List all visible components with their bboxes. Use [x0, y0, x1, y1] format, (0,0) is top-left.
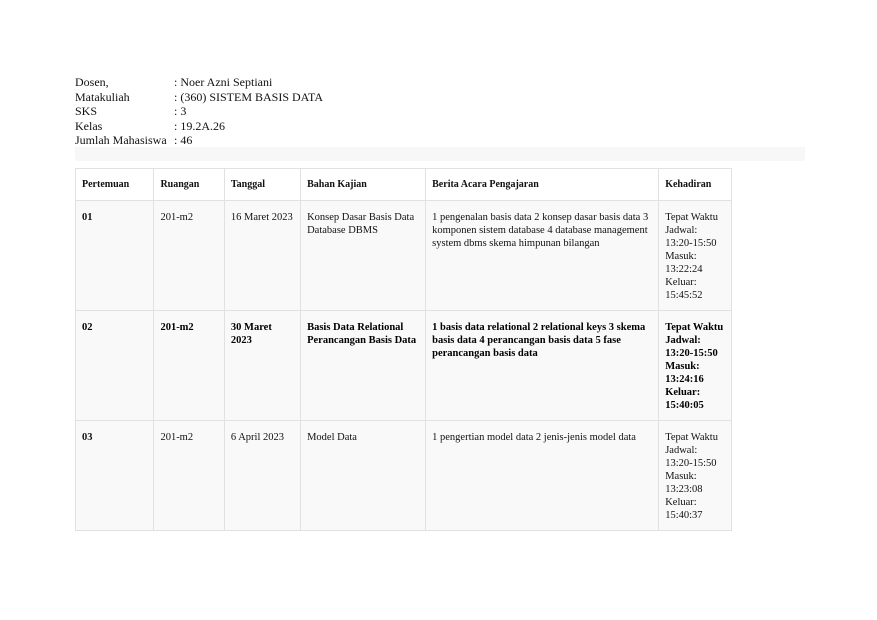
checkout-time: 15:45:52: [665, 290, 703, 301]
info-value: : 3: [174, 104, 187, 118]
checkin-label: Masuk:: [665, 251, 697, 262]
schedule-time: 13:20-15:50: [665, 238, 717, 249]
cell-bahan-kajian: Basis Data Relational Perancangan Basis Data: [301, 311, 426, 421]
info-label: Matakuliah: [75, 89, 130, 104]
separator-band: [75, 147, 805, 161]
cell-berita-acara: 1 pengenalan basis data 2 konsep dasar basis data 3 komponen sistem database 4 database management system dbms skema himpunan bilangan: [426, 201, 659, 311]
header-pertemuan: Pertemuan: [76, 169, 154, 201]
table-header-row: [76, 169, 732, 201]
info-label: SKS: [75, 104, 98, 118]
schedule-time: 13:20-15:50: [665, 348, 718, 359]
checkout-time: 15:40:37: [665, 510, 703, 521]
cell-tanggal: 16 Maret 2023: [224, 201, 300, 311]
info-value: : 46: [174, 133, 193, 147]
cell-tanggal: 30 Maret 2023: [224, 311, 300, 421]
schedule-label: Jadwal:: [665, 335, 701, 346]
cell-berita-acara: 1 basis data relational 2 relational keys 3 skema basis data 4 perancangan basis data 5 fase perancangan basis data: [426, 311, 659, 421]
cell-kehadiran: [659, 421, 732, 531]
table-row: [76, 201, 732, 311]
checkin-label: Masuk:: [665, 471, 697, 482]
checkin-time: 13:23:08: [665, 484, 703, 495]
info-value: : (360) SISTEM BASIS DATA: [174, 89, 324, 104]
attendance-table: [75, 168, 732, 531]
cell-berita-acara: 1 pengertian model data 2 jenis-jenis model data: [426, 421, 659, 531]
cell-tanggal: 6 April 2023: [224, 421, 300, 531]
checkin-label: Masuk:: [665, 361, 700, 372]
header-berita-acara: Berita Acara Pengajaran: [426, 169, 659, 201]
info-row-jumlah: [75, 133, 323, 148]
table-row: [76, 311, 732, 421]
checkin-time: 13:22:24: [665, 264, 703, 275]
cell-pertemuan: 03: [76, 421, 154, 531]
info-value: : 19.2A.26: [174, 118, 225, 133]
info-row-kelas: [75, 119, 323, 134]
schedule-time: 13:20-15:50: [665, 458, 717, 469]
cell-kehadiran: [659, 201, 732, 311]
info-row-sks: [75, 104, 323, 119]
info-label: Jumlah Mahasiswa: [75, 133, 167, 147]
info-row-matakuliah: [75, 90, 323, 105]
header-ruangan: Ruangan: [154, 169, 224, 201]
checkin-time: 13:24:16: [665, 374, 704, 385]
schedule-label: Jadwal:: [665, 445, 698, 456]
header-bahan-kajian: Bahan Kajian: [301, 169, 426, 201]
header-tanggal: Tanggal: [224, 169, 300, 201]
cell-ruangan: 201-m2: [154, 311, 224, 421]
info-value: : Noer Azni Septiani: [174, 75, 273, 89]
attendance-status: Tepat Waktu: [665, 432, 718, 443]
checkout-label: Keluar:: [665, 387, 701, 398]
info-row-dosen: [75, 75, 323, 90]
attendance-status: Tepat Waktu: [665, 322, 724, 333]
schedule-label: Jadwal:: [665, 225, 698, 236]
cell-pertemuan: 02: [76, 311, 154, 421]
checkout-time: 15:40:05: [665, 400, 704, 411]
cell-bahan-kajian: Konsep Dasar Basis Data Database DBMS: [301, 201, 426, 311]
cell-bahan-kajian: Model Data: [301, 421, 426, 531]
cell-ruangan: 201-m2: [154, 421, 224, 531]
cell-pertemuan: 01: [76, 201, 154, 311]
cell-ruangan: 201-m2: [154, 201, 224, 311]
attendance-status: Tepat Waktu: [665, 212, 718, 223]
info-label: Dosen,: [75, 75, 109, 89]
checkout-label: Keluar:: [665, 277, 697, 288]
cell-kehadiran: [659, 311, 732, 421]
header-kehadiran: Kehadiran: [659, 169, 732, 201]
checkout-label: Keluar:: [665, 497, 697, 508]
course-info: [75, 75, 323, 148]
table-row: [76, 421, 732, 531]
info-label: Kelas: [75, 118, 103, 133]
